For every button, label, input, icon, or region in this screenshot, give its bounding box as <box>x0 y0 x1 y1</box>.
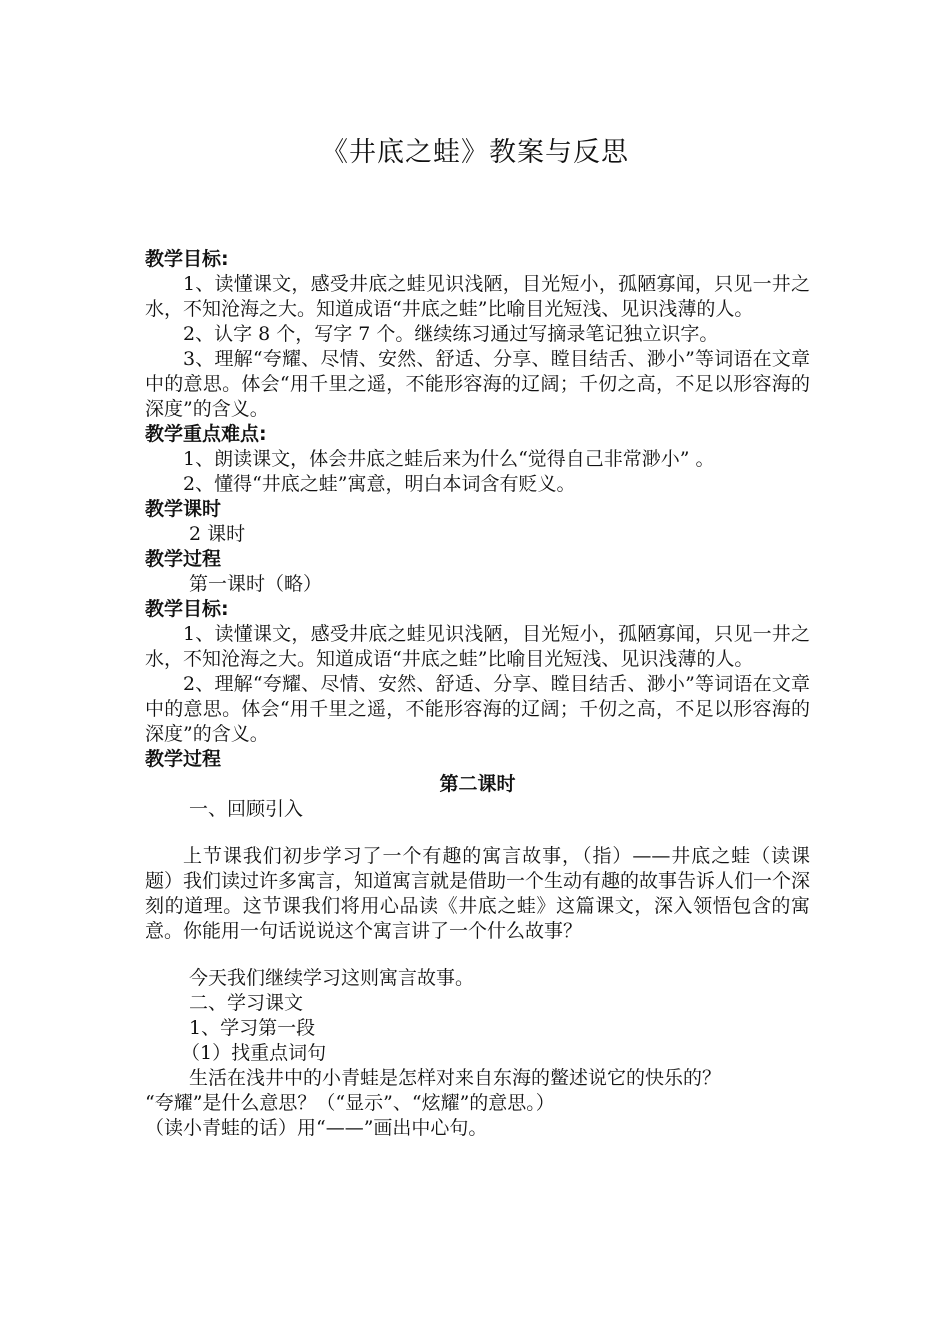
section-heading-key-points: 教学重点难点: <box>145 423 267 445</box>
section-heading-goals: 教学目标: <box>145 248 229 270</box>
section-heading-process-2: 教学过程 <box>145 748 222 770</box>
goal-item: 1、读懂课文，感受井底之蛙见识浅陋，目光短小，孤陋寡闻，只见一井之水，不知沧海之大。知道成语“井底之蛙”比喻目光短浅、见识浅薄的人。 <box>145 273 810 320</box>
goal-item: 2、认字 8 个，写字 7 个。继续练习通过写摘录笔记独立识字。 <box>183 323 719 345</box>
continue-paragraph: 今天我们继续学习这则寓言故事。 <box>189 967 475 989</box>
goal-item: 3、理解“夸耀、尽情、安然、舒适、分享、瞠目结舌、渺小”等词语在文章中的意思。体会“用千里之遥，不能形容海的辽阔；千仞之高，不足以形容海的深度”的含义。 <box>145 348 810 420</box>
review-paragraph: 上节课我们初步学习了一个有趣的寓言故事，（指）——井底之蛙（读课题）我们读过许多寓言，知道寓言就是借助一个生动有趣的故事告诉人们一个深刻的道理。这节课我们将用心品读《井底之蛙》这篇课文，深入领悟包含的寓意。你能用一句话说说这个寓言讲了一个什么故事？ <box>145 845 811 942</box>
section-heading-hours: 教学课时 <box>145 498 222 520</box>
study-heading: 二、学习课文 <box>189 992 304 1014</box>
section-heading-goals-2: 教学目标: <box>145 598 229 620</box>
goal-item: 2、理解“夸耀、尽情、安然、舒适、分享、瞠目结舌、渺小”等词语在文章中的意思。体会“用千里之遥，不能形容海的辽阔；千仞之高，不足以形容海的深度”的含义。 <box>145 673 810 745</box>
review-heading: 一、回顾引入 <box>189 798 304 820</box>
document-title: 《井底之蛙》教案与反思 <box>321 137 629 168</box>
document-body <box>145 247 810 1141</box>
goal-item: 1、读懂课文，感受井底之蛙见识浅陋，目光短小，孤陋寡闻，只见一井之水，不知沧海之大。知道成语“井底之蛙”比喻目光短浅、见识浅薄的人。 <box>145 623 810 670</box>
lesson-one-note: 第一课时（略） <box>189 573 323 595</box>
hours-value: 2 课时 <box>189 523 246 545</box>
section-heading-process: 教学过程 <box>145 548 222 570</box>
key-point-item: 1、朗读课文，体会井底之蛙后来为什么“觉得自己非常渺小” 。 <box>183 448 715 470</box>
question-1: 生活在浅井中的小青蛙是怎样对来自东海的鳖述说它的快乐的？ <box>189 1067 722 1089</box>
question-2: “夸耀”是什么意思？（“显示”、“炫耀”的意思。） <box>145 1092 555 1114</box>
key-point-item: 2、懂得“井底之蛙”寓意，明白本词含有贬义。 <box>183 473 576 495</box>
study-subheading-2: （1）找重点词句 <box>181 1042 327 1064</box>
study-subheading-1: 1、学习第一段 <box>189 1017 316 1039</box>
question-3: （读小青蛙的话）用“——”画出中心句。 <box>145 1117 488 1139</box>
lesson-two-title: 第二课时 <box>439 773 516 795</box>
